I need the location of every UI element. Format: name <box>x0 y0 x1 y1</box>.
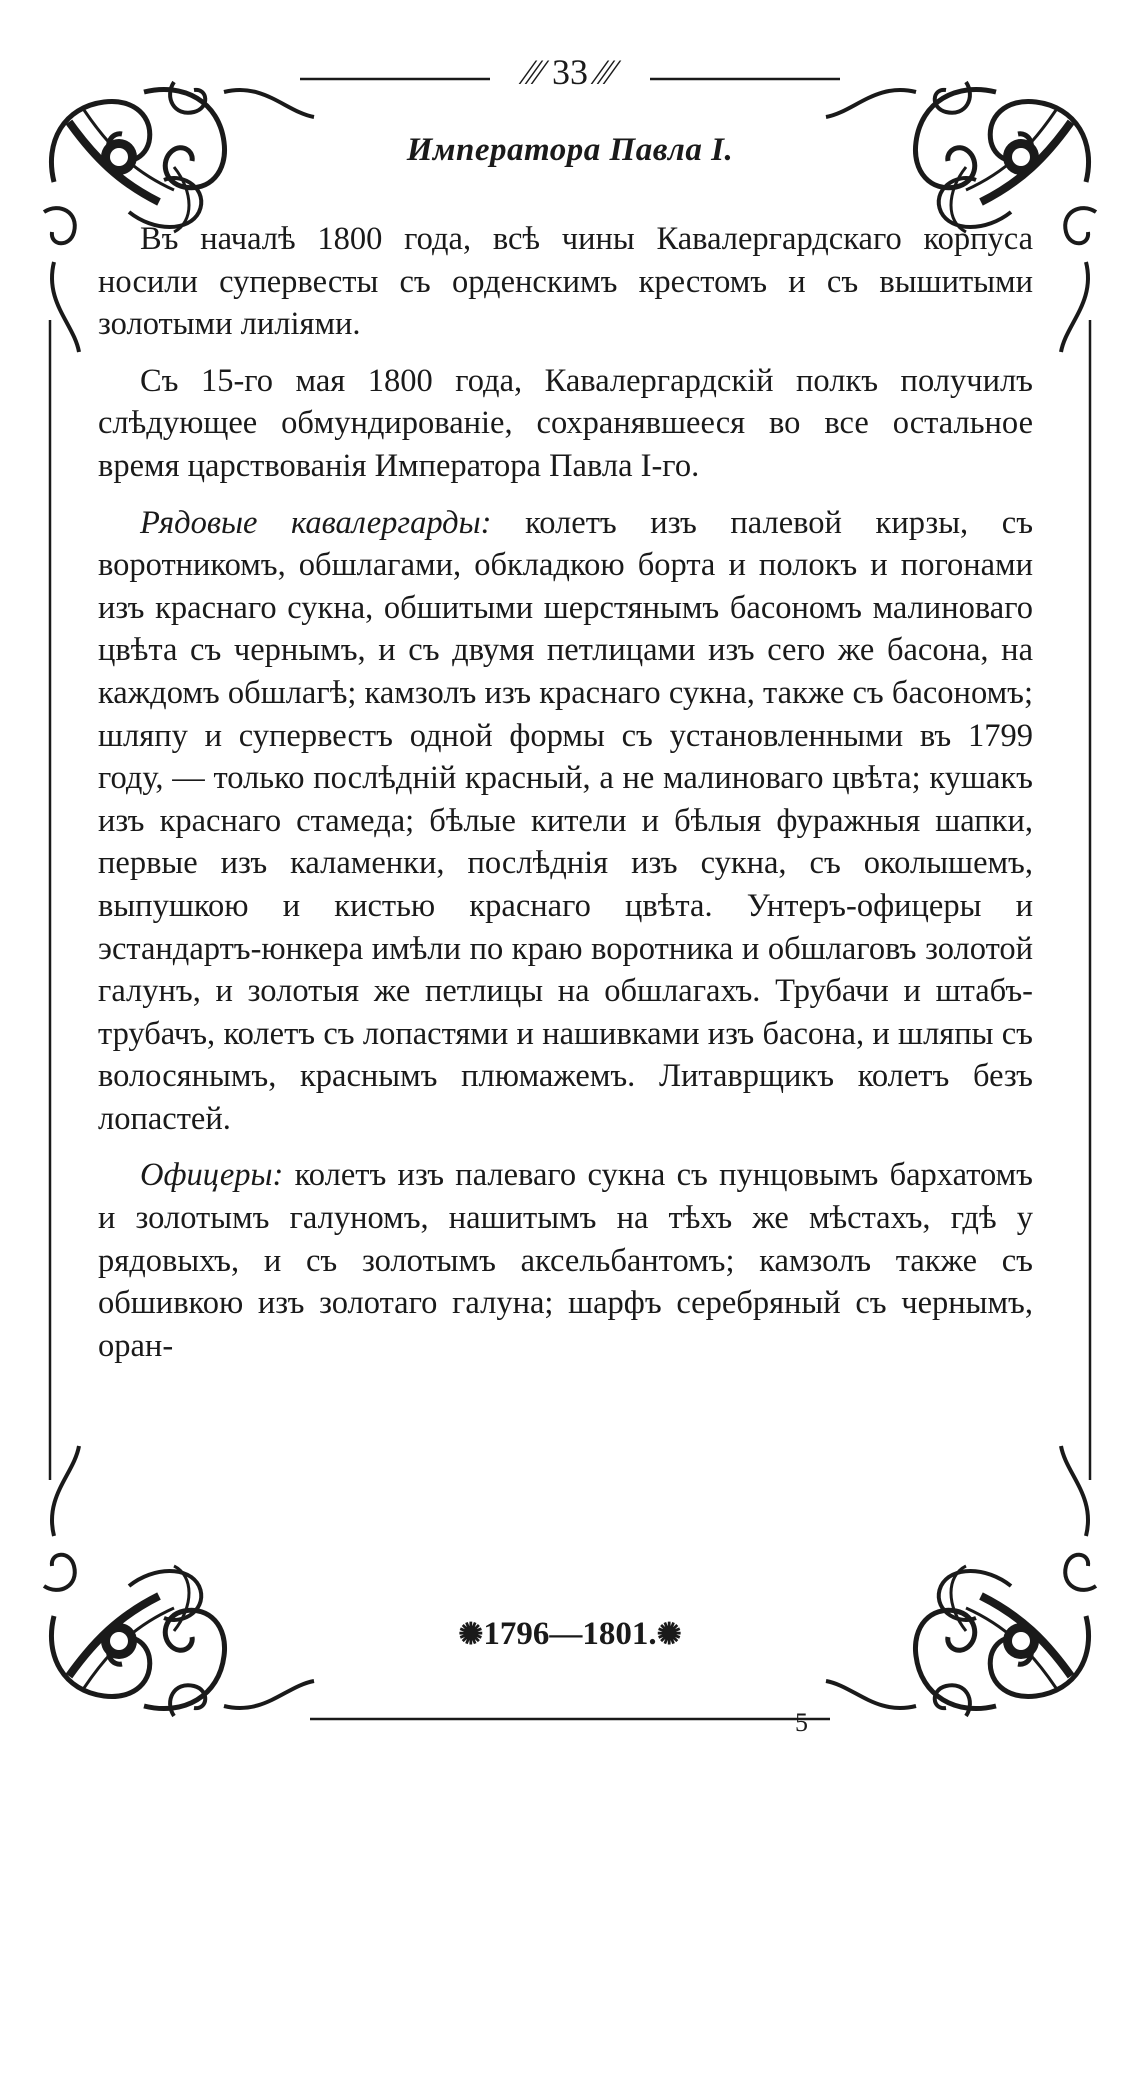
running-title: Императора Павла I. <box>406 132 734 168</box>
paragraph-text: Въ началѣ 1800 года, всѣ чины Кавалергардскаго корпуса носили супервесты съ орденскимъ крестомъ и съ вышитыми золотыми лилiями. <box>98 221 1033 343</box>
page-number: 33 <box>552 52 588 92</box>
paragraph <box>98 360 1033 488</box>
paragraph-text: колетъ изъ палевой кирзы, съ воротникомъ, обшлагами, обкладкою борта и полокъ и погонами изъ краснаго сукна, обшитыми шерстянымъ басономъ малиноваго цвѣта съ чернымъ, и съ двумя петлицами изъ сего же басона, на каждомъ обшлагѣ; камзолъ изъ краснаго сукна, также съ басономъ; шляпу и супервестъ одной формы съ установленными въ 1799 году, — только послѣднiй красный, а не малиноваго цвѣта; кушакъ изъ краснаго стамеда; бѣлые кители и бѣлыя фуражныя шапки, первые изъ каламенки, послѣднiя изъ сукна, съ околышемъ, выпушкою и кистью краснаго цвѣта. Унтеръ-офицеры и эстандартъ-юнкера имѣли по краю воротника и обшлаговъ золотой галунъ, и золотыя же петлицы на обшлагахъ. Трубачи и штабъ-трубачъ, колетъ съ лопастями и нашивками изъ басона, и шляпы съ волосянымъ, краснымъ плюмажемъ. Литаврщикъ колетъ безъ лопастей. <box>98 504 1034 1137</box>
paragraph-lead: Рядовые кавалергарды: <box>140 504 492 541</box>
corner-ornament-bottom-left <box>44 1446 314 1716</box>
paragraph <box>98 218 1033 346</box>
star-ornament-icon: ✺ <box>458 1618 484 1651</box>
page-number-dash-left: ⁄⁄⁄ <box>524 52 552 92</box>
paragraph-lead: Офицеры: <box>140 1157 284 1194</box>
page-number-header <box>0 50 1140 94</box>
corner-ornament-bottom-right <box>826 1446 1096 1716</box>
paragraph <box>98 1154 1033 1367</box>
signature-mark: 5 <box>795 1708 808 1737</box>
paragraph-text: Съ 15-го мая 1800 года, Кавалергардскiй полкъ получилъ слѣдующее обмундированiе, сохранявшееся во все остальное время царствованiя Императора Павла I-го. <box>98 362 1033 484</box>
reign-years: 1796—1801. <box>483 1616 657 1652</box>
paragraph-text: колетъ изъ палеваго сукна съ пунцовымъ бархатомъ и золотымъ галуномъ, нашитымъ на тѣхъ же мѣстахъ, гдѣ у рядовыхъ, и съ золотымъ аксельбантомъ; камзолъ также съ обшивкою изъ золотаго галуна; шарфъ серебряный съ чернымъ, оран- <box>98 1157 1033 1364</box>
star-ornament-icon: ✺ <box>656 1618 682 1651</box>
paragraph <box>98 502 1033 1141</box>
page-number-dash-right: ⁄⁄⁄ <box>588 52 616 92</box>
body-text <box>98 218 1033 1367</box>
reign-years-footer <box>0 1614 1140 1655</box>
